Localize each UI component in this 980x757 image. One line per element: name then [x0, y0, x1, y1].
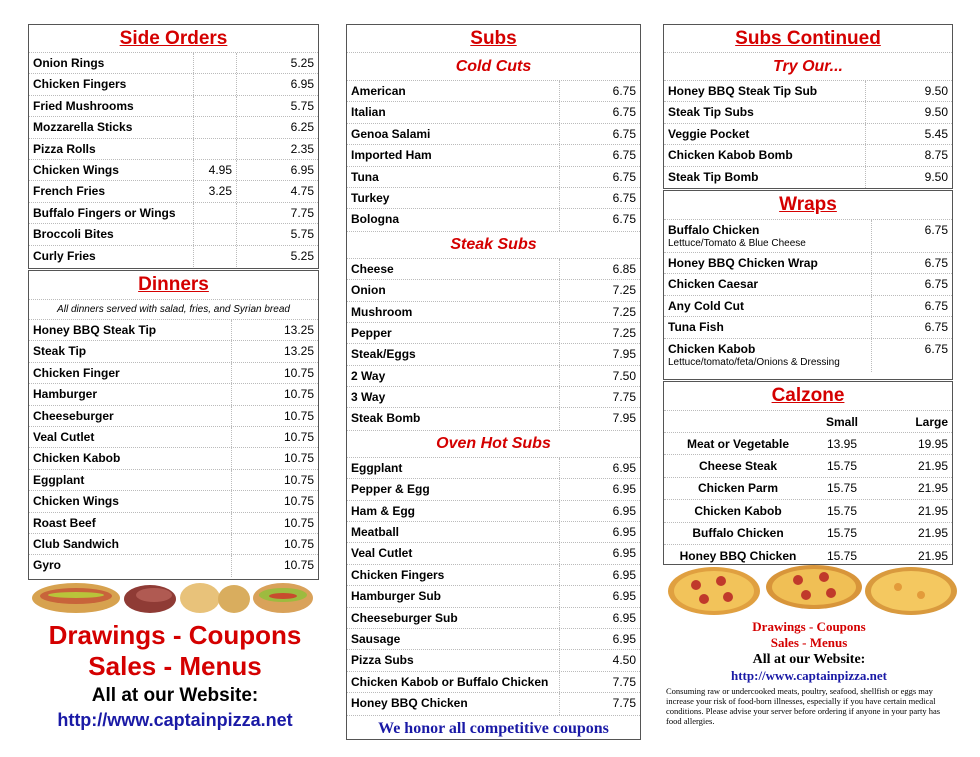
left-promo-line1: Drawings - Coupons — [48, 620, 302, 650]
wrap-item-name-cell — [664, 274, 872, 294]
calzone-large-header: Large — [915, 414, 948, 429]
menu-item-row — [347, 124, 640, 145]
menu-item-name: Chicken Wings — [29, 491, 232, 511]
menu-item-name: Steak Tip Bomb — [664, 167, 866, 188]
calzone-title: Calzone — [664, 382, 952, 411]
menu-item-price: 5.75 — [236, 224, 318, 244]
menu-item-row — [347, 387, 640, 408]
menu-item-row — [29, 406, 318, 427]
menu-item-price: 7.25 — [612, 304, 636, 319]
side-orders-title: Side Orders — [29, 25, 318, 53]
menu-item-price: 6.95 — [236, 74, 318, 94]
calzone-item-row — [664, 478, 952, 500]
menu-item-price: 9.50 — [924, 84, 948, 98]
menu-item-small-price — [194, 53, 236, 56]
menu-item-row — [347, 209, 640, 230]
menu-item-price: 6.95 — [612, 631, 636, 646]
wrap-item-row — [664, 296, 952, 317]
menu-item-name: Club Sandwich — [29, 534, 232, 554]
cold-cuts-list — [347, 81, 640, 231]
menu-item-row — [664, 81, 952, 102]
calzone-small-price: 15.75 — [826, 481, 858, 496]
menu-item-name: Broccoli Bites — [29, 224, 194, 244]
menu-item-price: 4.75 — [236, 181, 318, 201]
wrap-item-name: Honey BBQ Chicken Wrap — [668, 256, 818, 270]
menu-item-price: 6.95 — [612, 460, 636, 475]
menu-item-name: Pizza Subs — [347, 650, 560, 670]
menu-item-price: 10.75 — [283, 429, 314, 444]
roast-beef-image — [124, 585, 176, 613]
menu-item-price: 7.95 — [612, 347, 636, 362]
menu-item-price: 6.95 — [612, 525, 636, 540]
menu-item-row — [347, 344, 640, 365]
menu-item-row — [347, 323, 640, 344]
calzone-large-price: 21.95 — [917, 526, 948, 541]
menu-item-row — [347, 408, 640, 429]
pepperoni-pizza-image — [668, 567, 760, 615]
menu-item-name: Veal Cutlet — [29, 427, 232, 447]
menu-item-row — [347, 565, 640, 586]
pepperoni-pizza-2-image — [766, 565, 862, 609]
menu-item-price: 6.75 — [612, 105, 636, 120]
menu-item-name: Chicken Kabob — [29, 448, 232, 468]
menu-item-row — [29, 341, 318, 362]
calzone-small-price: 15.75 — [826, 526, 858, 541]
dinners-title: Dinners — [29, 271, 318, 300]
menu-item-name: Steak/Eggs — [347, 344, 560, 364]
menu-item-name: Hamburger Sub — [347, 586, 560, 606]
menu-item-price: 6.75 — [612, 190, 636, 205]
menu-item-name: Tuna — [347, 167, 560, 187]
wrap-item-note: Lettuce/tomato/feta/Onions & Dressing — [668, 356, 840, 368]
steak-subs-title: Steak Subs — [347, 231, 640, 259]
calzone-large-price: 21.95 — [917, 481, 948, 496]
menu-item-row — [347, 259, 640, 280]
menu-item-price: 6.75 — [612, 212, 636, 227]
allergy-disclaimer: Consuming raw or undercooked meats, poultry, seafood, shellfish or eggs may increase your risk of food-born illnesses, especially if you have certain medical conditions. Please advise your server before ordering if anyone in your party has food allergies. — [666, 686, 941, 726]
menu-item-price: 6.75 — [612, 126, 636, 141]
menu-item-price: 6.25 — [236, 117, 318, 137]
calzone-large-price: 21.95 — [917, 503, 948, 518]
subs-title: Subs — [347, 25, 640, 53]
try-our-subtitle: Try Our... — [664, 53, 952, 81]
menu-item-price: 6.95 — [612, 567, 636, 582]
menu-item-name: Mushroom — [347, 302, 560, 322]
wrap-item-name: Chicken Caesar — [668, 277, 759, 292]
menu-item-name: Steak Tip Subs — [664, 102, 866, 122]
menu-item-row — [347, 522, 640, 543]
subs-continued-panel — [663, 24, 953, 189]
wrap-item-name-cell — [664, 220, 872, 252]
calzone-item-name: Chicken Kabob — [694, 503, 782, 518]
menu-item-row — [29, 491, 318, 512]
wrap-item-price: 6.75 — [924, 223, 948, 237]
menu-item-name: Bologna — [347, 209, 560, 230]
wrap-item-price: 6.75 — [924, 320, 948, 335]
wraps-list — [664, 220, 952, 372]
menu-item-price: 6.75 — [612, 169, 636, 184]
menu-item-name: Veal Cutlet — [347, 543, 560, 563]
menu-item-row — [347, 366, 640, 387]
subs-panel — [346, 24, 641, 740]
left-promo — [20, 620, 330, 732]
menu-item-row — [664, 102, 952, 123]
menu-item-name: Pepper & Egg — [347, 479, 560, 499]
calzone-item-row — [664, 455, 952, 477]
wrap-item-name: Chicken Kabob — [668, 341, 756, 356]
menu-item-row — [347, 145, 640, 166]
menu-item-price: 7.75 — [236, 203, 318, 223]
menu-item-name: Cheeseburger — [29, 406, 232, 426]
menu-item-row — [664, 145, 952, 166]
menu-item-price: 10.75 — [283, 387, 314, 402]
calzone-small-header: Small — [825, 414, 858, 429]
right-website-link[interactable]: http://www.captainpizza.net — [731, 668, 887, 683]
calzone-item-name: Honey BBQ Chicken — [679, 548, 797, 563]
left-website-link[interactable]: http://www.captainpizza.net — [57, 710, 293, 730]
menu-item-price: 4.50 — [612, 653, 636, 668]
wrap-item-row — [664, 253, 952, 274]
wrap-item-name-cell — [664, 317, 872, 337]
wrap-item-row — [664, 220, 952, 253]
wrap-item-row — [664, 317, 952, 338]
right-promo-line2: Sales - Menus — [770, 635, 848, 650]
menu-item-name: Steak Bomb — [347, 408, 560, 429]
menu-item-row — [664, 167, 952, 188]
coupons-footer: We honor all competitive coupons — [347, 715, 640, 742]
menu-item-name: Chicken Wings — [29, 160, 194, 180]
menu-item-row — [29, 448, 318, 469]
menu-item-price: 7.75 — [612, 390, 636, 405]
wraps-title: Wraps — [664, 191, 952, 220]
menu-item-name: Eggplant — [347, 458, 560, 478]
menu-item-row — [29, 534, 318, 555]
menu-item-row — [347, 458, 640, 479]
menu-item-price: 6.75 — [612, 148, 636, 163]
calzone-list — [664, 433, 952, 566]
calzone-header-row — [664, 411, 952, 433]
menu-item-name: Chicken Fingers — [347, 565, 560, 585]
wrap-item-name-cell — [664, 339, 872, 372]
menu-item-name: Cheeseburger Sub — [347, 608, 560, 628]
bread-image — [180, 583, 250, 613]
calzone-item-name: Meat or Vegetable — [686, 436, 790, 451]
menu-item-price: 7.75 — [612, 674, 636, 689]
hotdog-sub-image — [32, 583, 120, 613]
menu-item-small-price — [194, 203, 236, 206]
menu-item-name: Curly Fries — [29, 246, 194, 267]
calzone-large-price: 21.95 — [917, 459, 948, 474]
food-photos-left — [30, 580, 315, 616]
menu-item-price: 7.95 — [612, 411, 636, 426]
wrap-item-name: Tuna Fish — [668, 320, 724, 335]
menu-item-row — [347, 586, 640, 607]
menu-item-price: 10.75 — [283, 451, 314, 466]
menu-item-price: 5.25 — [236, 246, 318, 267]
menu-item-price: 10.75 — [283, 558, 314, 573]
menu-item-small-price — [194, 246, 236, 249]
menu-item-name: Mozzarella Sticks — [29, 117, 194, 137]
menu-item-name: Honey BBQ Steak Tip — [29, 320, 232, 340]
cold-cuts-title: Cold Cuts — [347, 53, 640, 81]
menu-item-price: 6.95 — [612, 610, 636, 625]
menu-item-row — [347, 167, 640, 188]
menu-item-name: Honey BBQ Steak Tip Sub — [664, 81, 866, 101]
calzone-small-price: 15.75 — [826, 548, 858, 563]
wrap-item-price: 6.75 — [924, 341, 948, 356]
right-promo — [664, 619, 954, 726]
veggie-sub-image — [253, 583, 313, 613]
calzone-small-price: 15.75 — [826, 503, 858, 518]
menu-item-name: Onion — [347, 280, 560, 300]
menu-item-row — [29, 246, 318, 267]
wrap-item-row — [664, 339, 952, 372]
pizza-photos — [666, 565, 960, 615]
wrap-item-row — [664, 274, 952, 295]
menu-item-small-price — [194, 96, 236, 99]
menu-item-row — [29, 555, 318, 576]
menu-item-name: Fried Mushrooms — [29, 96, 194, 116]
menu-item-row — [29, 74, 318, 95]
menu-item-row — [29, 203, 318, 224]
side-orders-list — [29, 53, 318, 267]
oven-hot-subs-title: Oven Hot Subs — [347, 430, 640, 458]
wrap-item-note: Lettuce/Tomato & Blue Cheese — [668, 238, 806, 249]
menu-item-row — [29, 513, 318, 534]
menu-item-row — [29, 53, 318, 74]
menu-item-name: French Fries — [29, 181, 194, 201]
menu-item-row — [29, 117, 318, 138]
dinners-panel — [28, 270, 319, 580]
menu-item-row — [347, 81, 640, 102]
calzone-item-row — [664, 500, 952, 522]
menu-item-price: 8.75 — [924, 148, 948, 163]
menu-item-name: 2 Way — [347, 366, 560, 386]
menu-item-name: Genoa Salami — [347, 124, 560, 144]
menu-item-name: Ham & Egg — [347, 501, 560, 521]
menu-item-price: 10.75 — [283, 515, 314, 530]
subs-continued-list — [664, 81, 952, 188]
menu-item-name: Eggplant — [29, 470, 232, 490]
menu-item-row — [29, 181, 318, 202]
calzone-panel — [663, 381, 953, 565]
menu-item-small-price — [194, 139, 236, 142]
menu-item-name: Pizza Rolls — [29, 139, 194, 159]
menu-item-price: 5.25 — [236, 53, 318, 73]
menu-item-price: 6.85 — [612, 261, 636, 276]
menu-item-name: Chicken Fingers — [29, 74, 194, 94]
menu-item-price: 5.75 — [236, 96, 318, 116]
menu-item-name: Chicken Finger — [29, 363, 232, 383]
menu-item-price: 10.75 — [283, 536, 314, 551]
menu-item-row — [347, 479, 640, 500]
menu-item-name: Buffalo Fingers or Wings — [29, 203, 194, 223]
menu-item-small-price — [194, 224, 236, 227]
menu-item-name: Roast Beef — [29, 513, 232, 533]
menu-item-price: 10.75 — [283, 365, 314, 380]
menu-item-name: Sausage — [347, 629, 560, 649]
menu-item-row — [347, 629, 640, 650]
menu-item-row — [347, 672, 640, 693]
menu-item-name: Turkey — [347, 188, 560, 208]
cheese-pizza-image — [865, 567, 957, 615]
menu-item-row — [347, 543, 640, 564]
menu-item-row — [29, 224, 318, 245]
menu-item-price: 7.25 — [612, 283, 636, 298]
subs-continued-title: Subs Continued — [664, 25, 952, 53]
menu-item-row — [29, 139, 318, 160]
menu-item-name: Steak Tip — [29, 341, 232, 361]
menu-item-name: Chicken Kabob Bomb — [664, 145, 866, 165]
menu-item-row — [29, 427, 318, 448]
menu-item-row — [29, 363, 318, 384]
menu-item-price: 9.50 — [924, 169, 948, 184]
left-promo-line3: All at our Website: — [91, 685, 259, 706]
menu-item-price: 7.75 — [612, 696, 636, 711]
menu-item-name: Imported Ham — [347, 145, 560, 165]
steak-subs-list — [347, 259, 640, 430]
menu-item-price: 10.75 — [283, 408, 314, 423]
menu-item-name: 3 Way — [347, 387, 560, 407]
menu-item-name: Chicken Kabob or Buffalo Chicken — [347, 672, 560, 692]
wrap-item-price: 6.75 — [924, 277, 948, 292]
menu-item-price: 2.35 — [236, 139, 318, 159]
menu-item-row — [29, 96, 318, 117]
menu-item-price: 7.50 — [612, 368, 636, 383]
menu-item-name: American — [347, 81, 560, 101]
calzone-large-price: 21.95 — [917, 548, 948, 563]
menu-item-row — [347, 501, 640, 522]
left-promo-line2: Sales - Menus — [88, 651, 262, 681]
dinners-list — [29, 320, 318, 577]
menu-item-name: Cheese — [347, 259, 560, 279]
calzone-item-row — [664, 433, 952, 455]
menu-item-row — [29, 470, 318, 491]
wrap-item-price: 6.75 — [924, 298, 948, 313]
wraps-panel — [663, 190, 953, 380]
menu-item-row — [664, 124, 952, 145]
menu-item-price: 7.25 — [612, 325, 636, 340]
calzone-item-row — [664, 545, 952, 566]
right-promo-line3: All at our Website: — [752, 652, 866, 667]
wrap-item-name-cell — [664, 296, 872, 316]
menu-item-small-price — [194, 117, 236, 120]
menu-item-price: 6.95 — [612, 482, 636, 497]
menu-item-name: Onion Rings — [29, 53, 194, 73]
menu-item-price: 9.50 — [924, 105, 948, 120]
menu-item-row — [29, 384, 318, 405]
calzone-item-name: Buffalo Chicken — [692, 526, 784, 541]
menu-item-row — [347, 693, 640, 714]
menu-item-price: 10.75 — [283, 494, 314, 509]
wrap-item-name: Buffalo Chicken — [668, 223, 760, 237]
menu-item-price: 13.25 — [283, 323, 314, 337]
dinners-note: All dinners served with salad, fries, and Syrian bread — [29, 300, 318, 320]
menu-item-small-price: 3.25 — [208, 184, 232, 199]
menu-item-name: Pepper — [347, 323, 560, 343]
wrap-item-name-cell — [664, 253, 872, 273]
menu-item-price: 13.25 — [283, 344, 314, 359]
menu-item-name: Gyro — [29, 555, 232, 576]
menu-item-name: Hamburger — [29, 384, 232, 404]
calzone-large-price: 19.95 — [917, 436, 948, 451]
wrap-item-name: Any Cold Cut — [668, 298, 744, 313]
calzone-item-name: Chicken Parm — [697, 481, 779, 496]
calzone-small-price: 13.95 — [826, 436, 858, 451]
menu-item-price: 6.95 — [612, 589, 636, 604]
menu-item-row — [347, 188, 640, 209]
menu-item-row — [29, 160, 318, 181]
menu-item-name: Veggie Pocket — [664, 124, 866, 144]
side-orders-panel — [28, 24, 319, 269]
menu-item-row — [347, 302, 640, 323]
menu-item-price: 6.95 — [612, 546, 636, 561]
menu-item-row — [347, 280, 640, 301]
menu-item-row — [347, 608, 640, 629]
menu-item-small-price — [194, 74, 236, 77]
menu-item-name: Honey BBQ Chicken — [347, 693, 560, 714]
oven-hot-subs-list — [347, 458, 640, 715]
menu-item-price: 6.95 — [236, 160, 318, 180]
menu-item-name: Italian — [347, 102, 560, 122]
menu-item-price: 10.75 — [283, 472, 314, 487]
menu-item-price: 5.45 — [924, 126, 948, 141]
calzone-item-row — [664, 523, 952, 545]
menu-item-price: 6.95 — [612, 503, 636, 518]
calzone-item-name: Cheese Steak — [698, 459, 778, 474]
right-promo-line1: Drawings - Coupons — [752, 619, 866, 634]
menu-item-row — [347, 650, 640, 671]
wrap-item-price: 6.75 — [924, 256, 948, 270]
menu-item-name: Meatball — [347, 522, 560, 542]
menu-item-small-price: 4.95 — [208, 162, 232, 177]
menu-item-price: 6.75 — [612, 84, 636, 98]
menu-item-row — [347, 102, 640, 123]
menu-item-row — [29, 320, 318, 341]
calzone-small-price: 15.75 — [826, 459, 858, 474]
